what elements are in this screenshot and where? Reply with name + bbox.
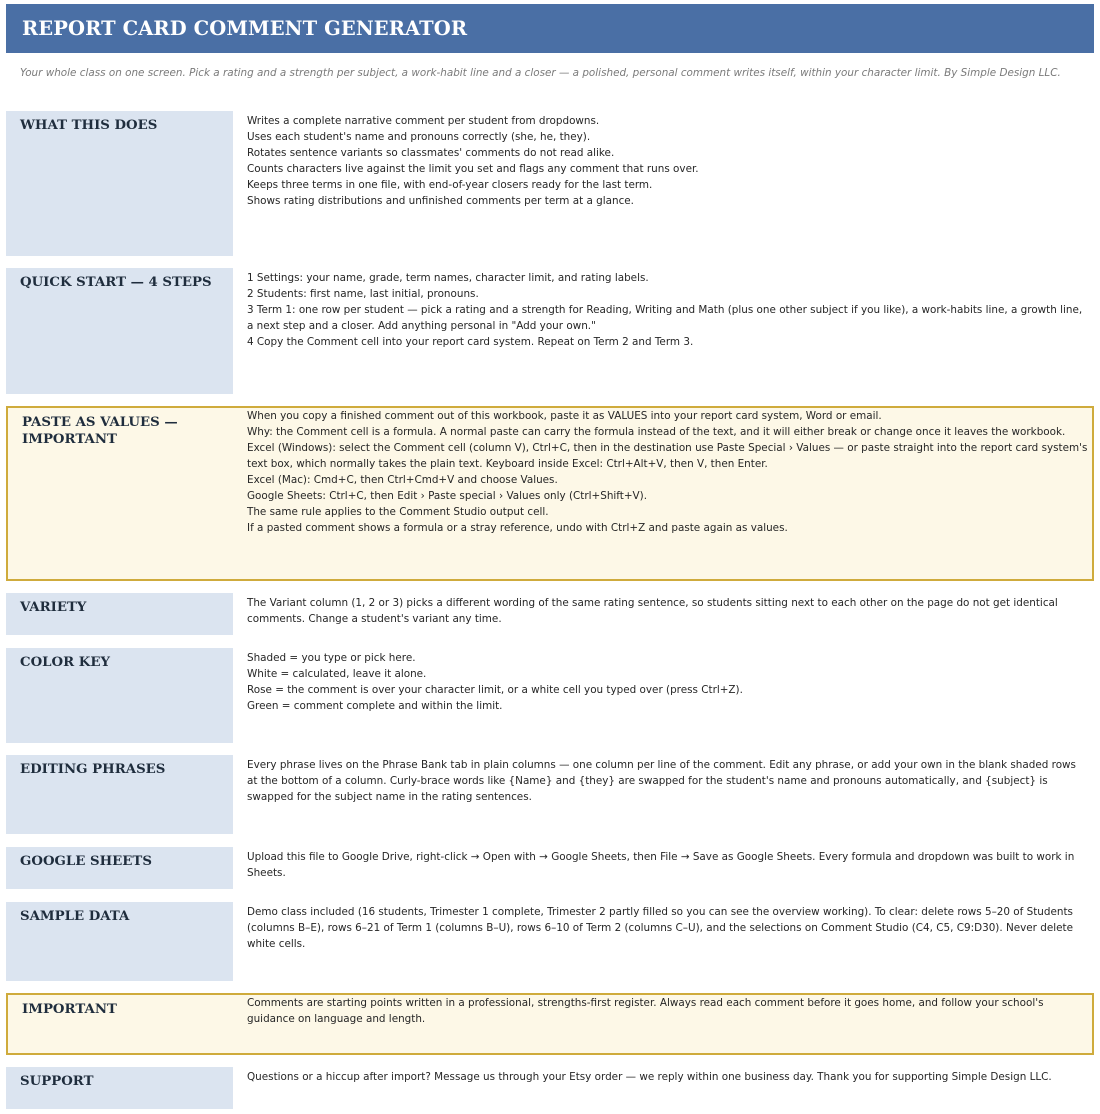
body-line: Comments are starting points written in a professional, strengths-first register. Always read each comment before it goes home, and follow your school's guidance on language and length. [247,997,1044,1025]
body-line: If a pasted comment shows a formula or a stray reference, undo with Ctrl+Z and paste again as values. [247,522,788,534]
body-line: Keeps three terms in one file, with end-of-year closers ready for the last term. [247,179,653,191]
section-label-cell [6,1067,233,1109]
section-label-cell [6,993,221,1019]
body-line: Rotates sentence variants so classmates' comments do not read alike. [247,147,615,159]
body-line: The Variant column (1, 2 or 3) picks a different wording of the same rating sentence, so students sitting next to each other on the page do not get identical comments. Change a student's variant any time. [247,597,1058,625]
section-editing-phrases [6,755,1094,834]
section-label: VARIETY [20,600,87,615]
section-quick-start [6,268,1094,394]
section-body [247,902,1089,952]
section-label-cell [6,847,233,889]
body-line: Rose = the comment is over your character limit, or a white cell you typed over (press Ctrl+Z). [247,684,743,696]
body-line: Shaded = you type or pick here. [247,652,416,664]
section-variety [6,593,1094,635]
section-paste-as-values [6,406,1094,581]
section-color-key [6,648,1094,743]
body-line: White = calculated, leave it alone. [247,668,427,680]
section-body [247,648,1089,714]
section-body [247,406,1089,536]
body-line: Why: the Comment cell is a formula. A normal paste can carry the formula instead of the text, and it will either break or change once it leaves the workbook. [247,426,1066,438]
body-line: Green = comment complete and within the limit. [247,700,503,712]
section-body [247,1067,1089,1085]
section-label-cell [6,593,233,635]
title-banner [6,4,1094,53]
section-label: IMPORTANT [22,1002,117,1017]
section-label-cell [6,648,233,743]
section-label: SAMPLE DATA [20,909,130,924]
page-subtitle: Your whole class on one screen. Pick a rating and a strength per subject, a work-habit line and a closer — a polished, personal comment writes itself, within your character limit. By Simple Design LLC. [20,67,1061,79]
section-body [247,593,1089,627]
section-label: COLOR KEY [20,655,110,670]
body-line: Excel (Windows): select the Comment cell (column V), Ctrl+C, then in the destination use Paste Special › Values — or paste straight into the report card system's text box, which normally takes the plain text. Keyboard inside Excel: Ctrl+Alt+V, then V, then Enter. [247,442,1088,470]
section-body [247,268,1089,350]
body-line: Uses each student's name and pronouns correctly (she, he, they). [247,131,591,143]
body-line: Counts characters live against the limit you set and flags any comment that runs over. [247,163,699,175]
section-what-this-does [6,111,1094,256]
body-line: Excel (Mac): Cmd+C, then Ctrl+Cmd+V and choose Values. [247,474,558,486]
body-line: Google Sheets: Ctrl+C, then Edit › Paste special › Values only (Ctrl+Shift+V). [247,490,648,502]
section-body [247,993,1089,1027]
section-label-cell [6,406,221,448]
section-label: PASTE AS VALUES — IMPORTANT [22,415,178,447]
body-line: Questions or a hiccup after import? Message us through your Etsy order — we reply within one business day. Thank you for supporting Simple Design LLC. [247,1071,1052,1083]
section-label: WHAT THIS DOES [20,118,158,133]
section-label-cell [6,268,233,394]
body-line: Shows rating distributions and unfinished comments per term at a glance. [247,195,634,207]
section-google-sheets [6,847,1094,889]
body-line: 4 Copy the Comment cell into your report card system. Repeat on Term 2 and Term 3. [247,336,694,348]
body-line: Upload this file to Google Drive, right-click → Open with → Google Sheets, then File → Save as Google Sheets. Every formula and dropdown was built to work in Sheets. [247,851,1075,879]
section-support [6,1067,1094,1109]
section-label: GOOGLE SHEETS [20,854,152,869]
section-label: EDITING PHRASES [20,762,166,777]
section-label-cell [6,111,233,256]
body-line: Demo class included (16 students, Trimester 1 complete, Trimester 2 partly filled so you can see the overview working). To clear: delete rows 5–20 of Students (columns B–E), rows 6–21 of Term 1 (columns B–U), rows 6–10 of Term 2 (columns C–U), and the selections on Comment Studio (C4, C5, C9:D30). Never delete white cells. [247,906,1073,950]
section-sample-data [6,902,1094,981]
body-line: Writes a complete narrative comment per student from dropdowns. [247,115,600,127]
section-label-cell [6,755,233,834]
body-line: The same rule applies to the Comment Studio output cell. [247,506,549,518]
body-line: 3 Term 1: one row per student — pick a rating and a strength for Reading, Writing and Math (plus one other subject if you like), a work-habits line, a growth line, a next step and a closer. Add anything personal in "Add your own." [247,304,1083,332]
body-line: 1 Settings: your name, grade, term names, character limit, and rating labels. [247,272,649,284]
section-label: SUPPORT [20,1074,94,1089]
body-line: 2 Students: first name, last initial, pronouns. [247,288,479,300]
section-body [247,111,1089,209]
body-line: Every phrase lives on the Phrase Bank tab in plain columns — one column per line of the comment. Edit any phrase, or add your own in the blank shaded rows at the bottom of a column. Curly-brace words like {Name} and {they} are swapped for the student's name and pronouns automatically, and {subject} is swapped for the subject name in the rating sentences. [247,759,1076,803]
body-line: When you copy a finished comment out of this workbook, paste it as VALUES into your report card system, Word or email. [247,410,882,422]
section-body [247,847,1089,881]
section-label-cell [6,902,233,981]
section-label: QUICK START — 4 STEPS [20,275,212,290]
page-title: REPORT CARD COMMENT GENERATOR [22,17,468,40]
section-body [247,755,1089,805]
section-important [6,993,1094,1055]
